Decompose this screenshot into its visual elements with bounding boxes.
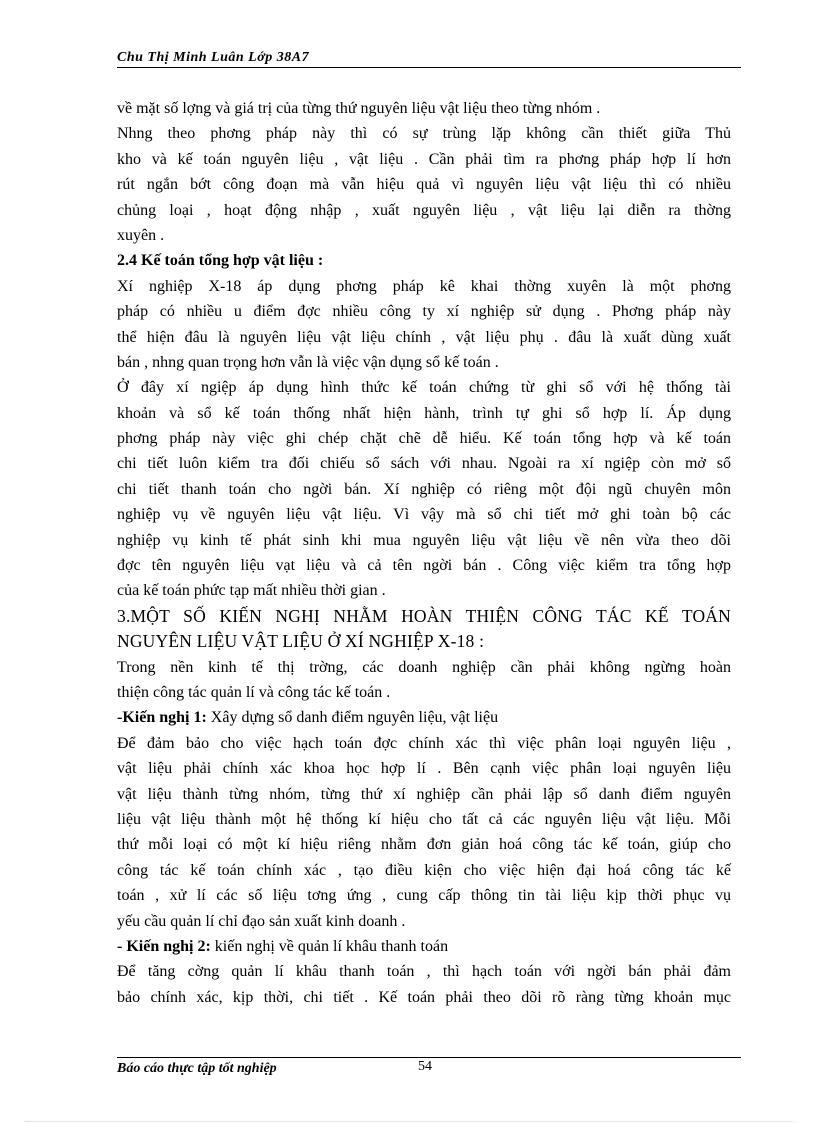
recommendation-label: - Kiến nghị 2: <box>117 937 211 955</box>
text-line: Trong nền kinh tế thị trờng, các doanh nghiệp cần phải không ngừng hoàn <box>117 658 731 676</box>
text-line: kho và kế toán nguyên liệu , vật liệu . Cần phải tìm ra phơng pháp hợp lí hơn <box>117 150 731 168</box>
text-line: khoản và sổ kế toán thống nhất hiện hành, trình tự ghi sổ hợp lí. Áp dụng <box>117 404 731 422</box>
text-line: bán , nhng quan trọng hơn vẫn là việc vận dụng sổ kế toán . <box>117 353 499 371</box>
page-bottom-divider <box>24 1121 794 1122</box>
text-line: chi tiết luôn kiểm tra đối chiếu sổ sách với nhau. Ngoài ra xí ngiệp còn mở sổ <box>117 455 731 473</box>
text-line: thể hiện đâu là nguyên liệu vật liệu chính , vật liệu phụ . đâu là xuất dùng xuất <box>117 328 731 346</box>
text-line: về mặt số lợng và giá trị của từng thứ nguyên liệu vật liệu theo từng nhóm . <box>117 100 601 117</box>
text-line: vật liệu phải chính xác khoa học hợp lí . Bên cạnh việc phân loại nguyên liệu <box>117 760 731 778</box>
text-line: liệu vật liệu thành một hệ thống kí hiệu cho tất cả các nguyên liệu vật liệu. Mỗi <box>117 810 731 828</box>
text-line: Để tăng cờng quản lí khâu thanh toán , thì hạch toán với ngời bán phải đảm <box>117 963 731 981</box>
text-line: nghiệp vụ kinh tế phát sinh khi mua nguyên liệu vật liệu về nên vừa theo dõi <box>117 531 731 549</box>
text-line: pháp có nhiều u điểm đợc nhiều công ty xí nghiệp sử dụng . Phơng pháp này <box>117 303 731 321</box>
recommendation-1-line <box>117 705 731 730</box>
recommendation-label: -Kiến nghị 1: <box>117 709 207 727</box>
text-line: của kế toán phức tạp mất nhiều thời gian . <box>117 582 386 600</box>
section-heading: NGUYÊN LIỆU VẬT LIỆU Ở XÍ NGHIỆP X-18 : <box>117 631 485 652</box>
recommendation-2-line <box>117 934 731 959</box>
text-line: đợc tên nguyên liệu vạt liệu và cả tên ngời bán . Công việc kiểm tra tổng hợp <box>117 557 731 575</box>
text-line: bảo chính xác, kịp thời, chi tiết . Kế toán phải theo dõi rõ ràng từng khoản mục <box>117 988 731 1006</box>
text-line: Xí nghiệp X-18 áp dụng phơng pháp kê khai thờng xuyên là một phơng <box>117 277 731 295</box>
text-line: phơng pháp này việc ghi chép chặt chẽ dễ hiểu. Kế toán tổng hợp và kế toán <box>117 430 731 448</box>
text-line: xuyên . <box>117 226 165 244</box>
text-line: Để đảm bảo cho việc hạch toán đợc chính xác thì việc phân loại nguyên liệu , <box>117 734 731 752</box>
document-body <box>117 96 731 1010</box>
text-line: Ở đây xí ngiệp áp dụng hình thức kế toán chứng từ ghi sổ với hệ thống tài <box>117 379 731 397</box>
text-line: thứ mỗi loại có một kí hiệu riêng nhằm đơn giản hoá công tác kế toán, giúp cho <box>117 836 731 854</box>
text-line: thiện công tác quản lí và công tác kế toán . <box>117 683 391 701</box>
text-line: vật liệu thành từng nhóm, từng thứ xí nghiệp cần phải lập sổ danh điểm nguyên <box>117 785 731 803</box>
recommendation-text: Xây dựng sổ danh điểm nguyên liệu, vật liệu <box>206 709 499 727</box>
footer-rule <box>117 1057 741 1058</box>
text-line: chủng loại , hoạt động nhập , xuất nguyên liệu , vật liệu lại diễn ra thờng <box>117 201 731 219</box>
page-number: 54 <box>418 1059 432 1074</box>
recommendation-text: kiến nghị về quản lí khâu thanh toán <box>210 937 449 955</box>
text-line: chi tiết thanh toán cho ngời bán. Xí nghiệp có riêng một đội ngũ chuyên môn <box>117 480 731 498</box>
text-line: nghiệp vụ về nguyên liệu vật liệu. Vì vậy mà sổ chi tiết mở ghi toàn bộ các <box>117 506 731 524</box>
section-heading: 2.4 Kế toán tổng hợp vật liệu : <box>117 252 324 270</box>
text-line: Nhng theo phơng pháp này thì có sự trùng lặp không cần thiết giữa Thủ <box>117 125 731 143</box>
section-heading: 3.MỘT SỐ KIẾN NGHỊ NHẰM HOÀN THIỆN CÔNG TÁC KẾ TOÁN <box>117 605 731 626</box>
text-line: yếu cầu quản lí chỉ đạo sản xuất kinh doanh . <box>117 912 406 930</box>
text-line: toán , xử lí các số liệu tơng ứng , cung cấp thông tin tài liệu kịp thời phục vụ <box>117 887 731 905</box>
page-header: Chu Thị Minh Luân Lớp 38A7 <box>117 50 310 65</box>
page-footer: Báo cáo thực tập tốt nghiệp <box>117 1061 277 1076</box>
text-line: công tác kế toán chính xác , tạo điều kiện cho việc hiện đại hoá công tác kế <box>117 861 731 879</box>
text-line: rút ngắn bớt công đoạn mà vẫn hiệu quả vì nguyên liệu vật liệu thì có nhiều <box>117 176 731 194</box>
header-rule <box>117 67 741 68</box>
